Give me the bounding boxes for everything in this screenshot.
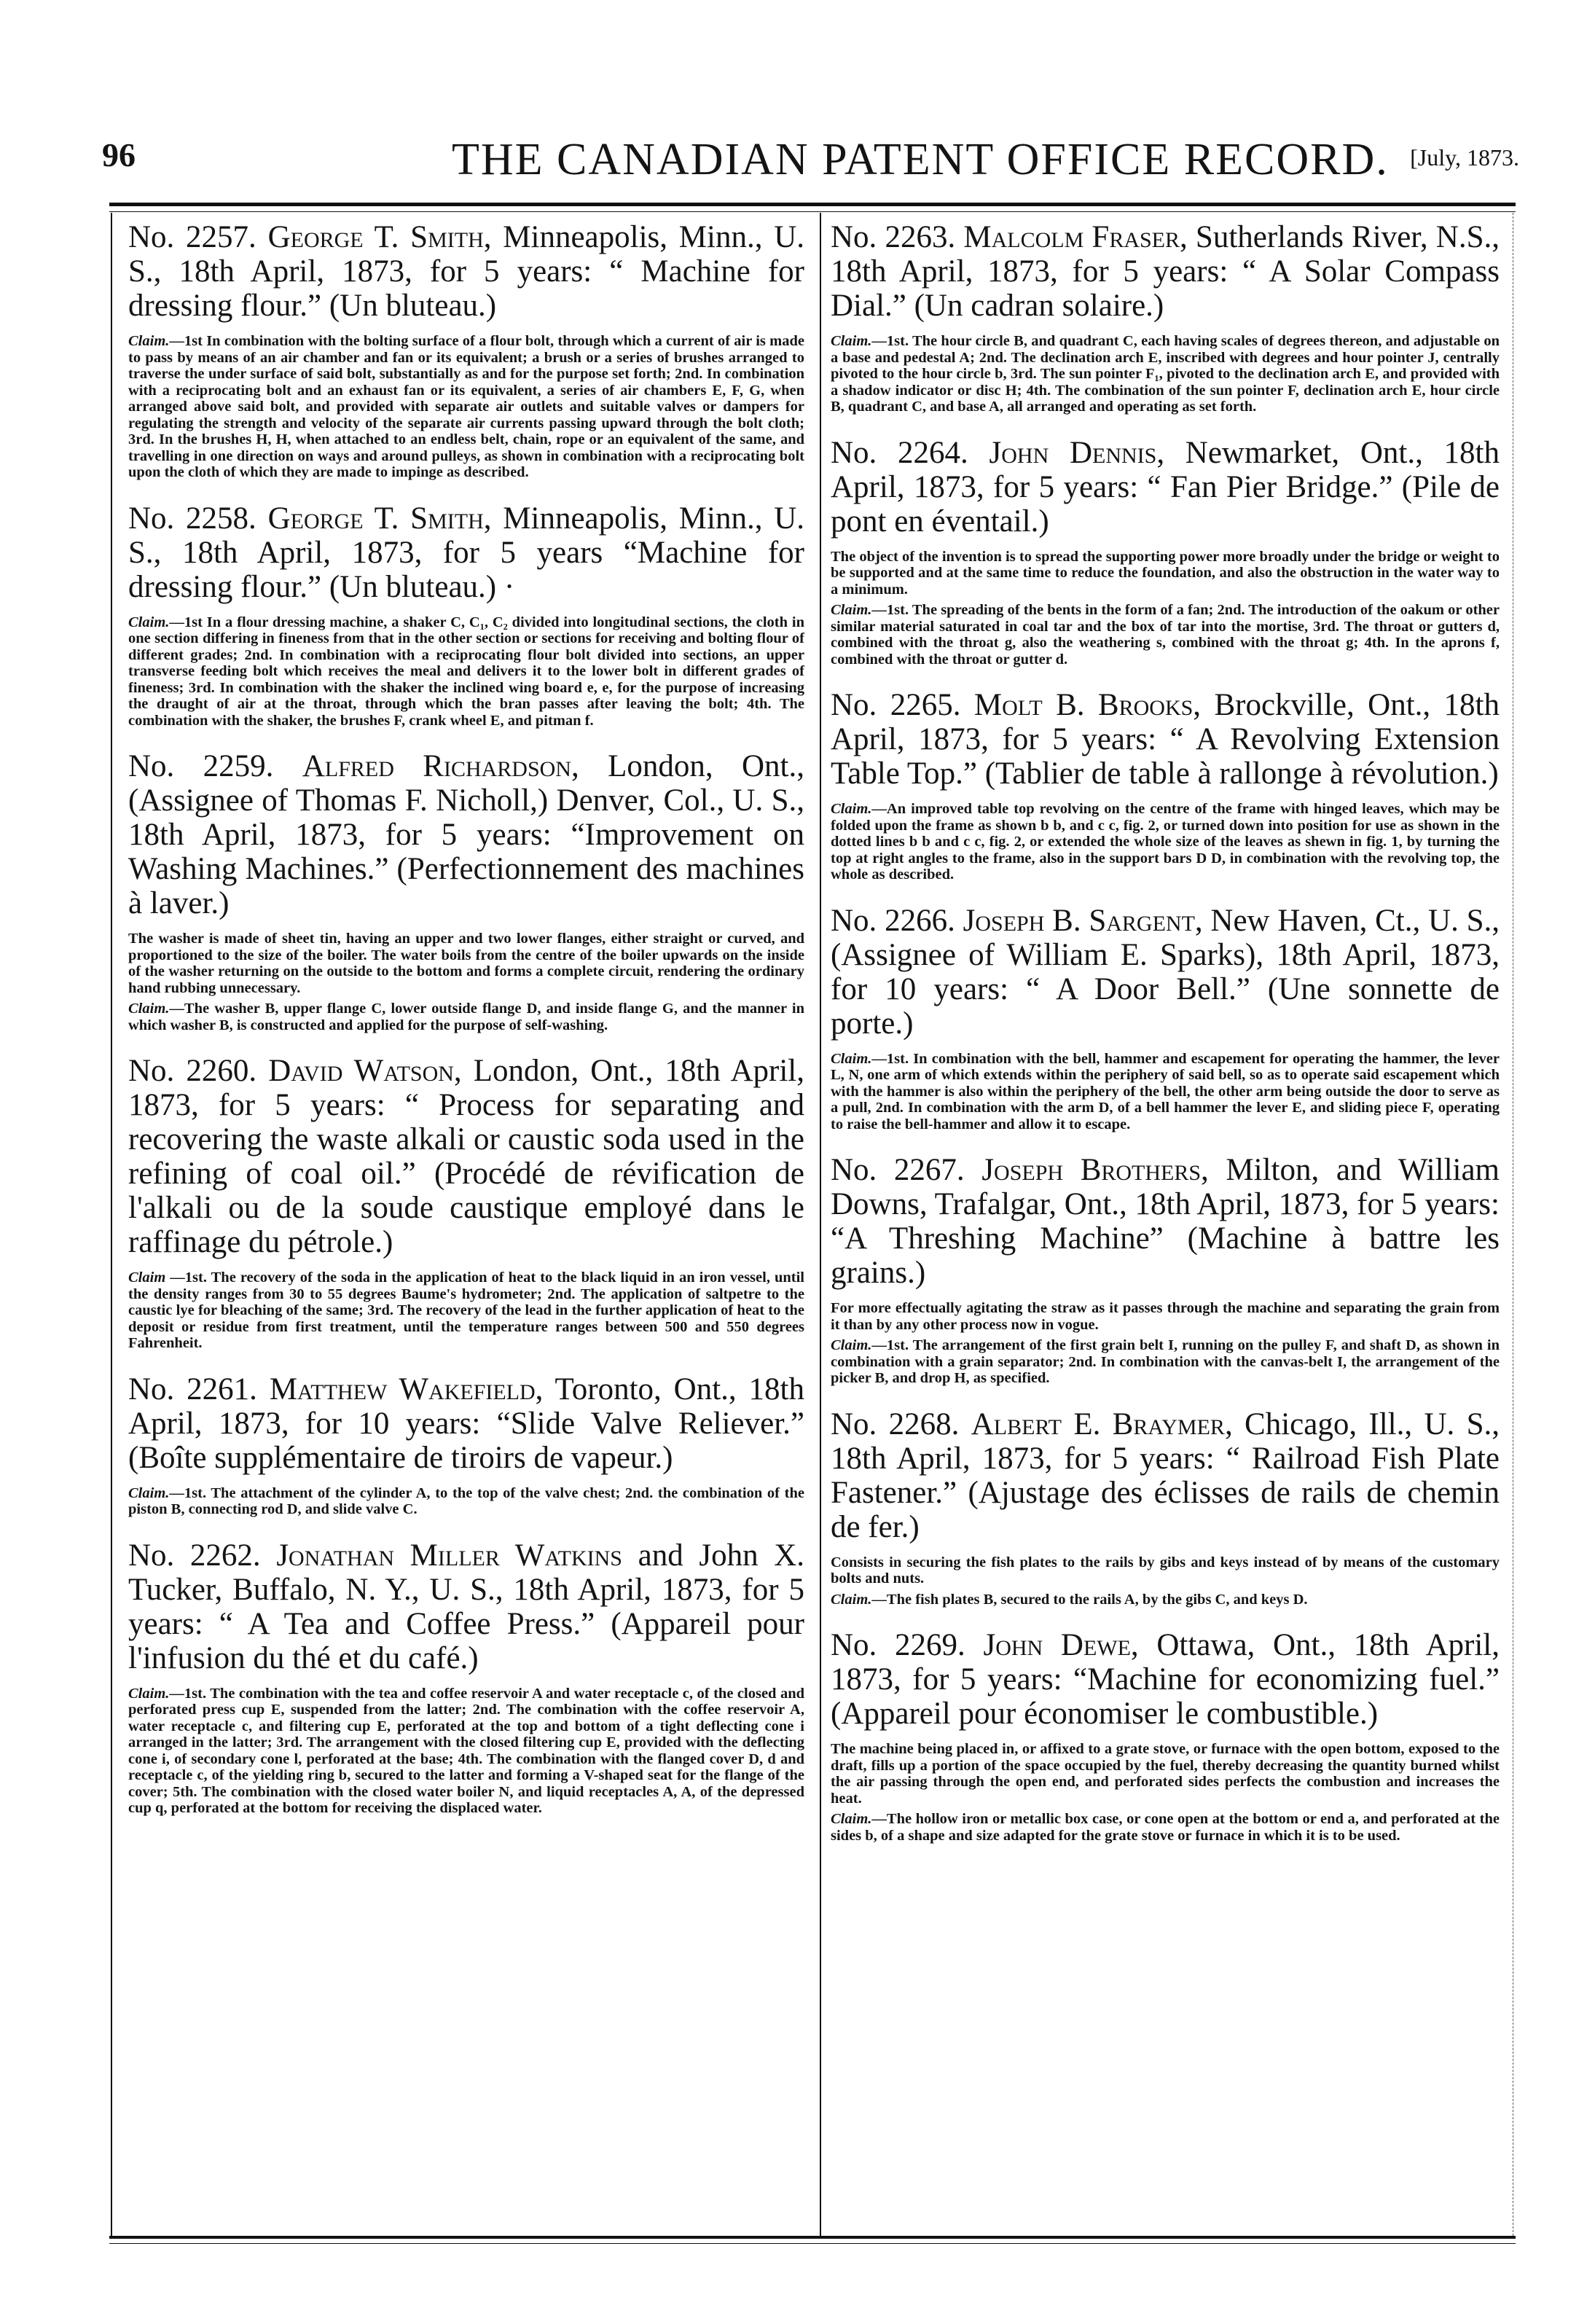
entry-details: Newmarket, Ont., 18th April, 1873, for 5 years: “ Fan Pier Bridge.” (Pile de pont en éventail.) — [831, 435, 1500, 539]
claim-text — [831, 1592, 1500, 1608]
patent-number: No. 2263. — [831, 220, 956, 254]
entry-details: London, Ont., (Assignee of Thomas F. Nicholl,) Denver, Col., U. S., 18th April, 1873, for 5 years: “Improvement on Washing Machines.” (Perfectionnement des machines à laver.) — [128, 749, 805, 920]
entry-details: and John X. Tucker, Buffalo, N. Y., U. S., 18th April, 1873, for 5 years: “ A Tea and Coffee Press.” (Appareil pour l'infusion du thé et du café.) — [128, 1538, 805, 1675]
inventor-name: Molt B. Brooks, — [973, 688, 1202, 722]
entry-heading — [128, 220, 804, 323]
inventor-name: John Dewe, — [983, 1628, 1139, 1662]
entry-heading — [831, 220, 1500, 323]
patent-number: No. 2260. — [128, 1054, 257, 1088]
page-number: 96 — [102, 136, 136, 173]
claim-text — [831, 333, 1500, 415]
entry-heading — [128, 1538, 804, 1675]
description-text — [831, 1741, 1500, 1807]
entry-heading — [831, 1628, 1500, 1731]
claim-label: Claim. — [831, 1591, 872, 1608]
claim-body: —The washer B, upper flange C, lower outside flange D, and inside flange G, and the manner in which washer B, is constructed and applied for the purpose of self-washing. — [128, 1001, 804, 1033]
patent-entry — [831, 1153, 1500, 1387]
claim-body: —1st. The spreading of the bents in the form of a fan; 2nd. The introduction of the oakum or other similar material saturated in coal tar and the box of tar into the mortise, 3rd. The throat or gutters d, combined with the throat g, also the weathering s, combined with the throat g; 4th. In the aprons f, combined with the throat or gutter d. — [831, 602, 1500, 668]
description-text — [831, 1554, 1500, 1587]
patent-entry — [128, 220, 804, 481]
patent-number: No. 2266. — [831, 903, 955, 938]
entry-heading — [128, 501, 804, 604]
inventor-name: Albert E. Braymer, — [971, 1406, 1233, 1441]
claim-text — [831, 1337, 1500, 1387]
claim-body: —1st. The arrangement of the first grain belt I, running on the pulley F, and shaft D, as shown in combination with a grain separator; 2nd. In combination with the canvas-belt I, the arrangement of the picker B, and drop H, as specified. — [831, 1337, 1500, 1386]
inventor-name: Malcolm Fraser, — [963, 220, 1188, 254]
claim-body: —1st In a flour dressing machine, a shaker C, C₁, C₂ divided into longitudinal sections, the cloth in one section differing in fineness from that in the other section or sections for receiving and bolting flour of different grades; 2nd. In combination with a reciprocating flour bolt divided into sections, an upper transverse feeding bolt which receives the meal and delivers it to the lower bolt in different grades of fineness; 3rd. In combination with the shaker the inclined wing board e, e, for the purpose of increasing the draught of air at the throat, through which the bran passes after leaving the bolt; 4th. The combination with the shaker, the brushes F, crank wheel E, and pitman f. — [128, 614, 804, 729]
claim-text — [128, 1269, 804, 1352]
claim-body: —1st. The recovery of the soda in the application of heat to the black liquid in an iron vessel, until the density ranges from 30 to 55 degrees Baume's hydrometer; 2nd. The application of saltpetre to the caustic lye for bleaching of the same; 3rd. The recovery of the lead in the further application of heat to the deposit or residue from first treatment, until the temperature ranges between 500 and 550 degrees Fahrenheit. — [128, 1269, 804, 1351]
claim-body: —The fish plates B, secured to the rails A, by the gibs C, and keys D. — [871, 1591, 1308, 1608]
inventor-name: George T. Smith, — [267, 220, 492, 254]
patent-entry — [128, 501, 804, 729]
footer-rule-thin — [109, 2243, 1516, 2244]
description-body: The object of the invention is to spread the supporting power more broadly under the bridge or weight to be supported and at the same time to reduce the foundation, and also the obstruction in the water way to a minimum. — [831, 548, 1500, 598]
inventor-name: Joseph B. Sargent, — [963, 903, 1203, 938]
entry-details: London, Ont., 18th April, 1873, for 5 years: “ Process for separating and recovering the waste alkali or caustic soda used in the refining of coal oil.” (Procédé de révification de l'alkali ou de la soude caustique employé dans le raffinage du pétrole.) — [128, 1054, 804, 1259]
entry-heading — [128, 749, 804, 920]
publication-title: THE CANADIAN PATENT OFFICE RECORD. — [452, 135, 1389, 184]
patent-entry — [831, 904, 1500, 1133]
claim-text — [831, 602, 1500, 668]
page-header — [102, 136, 1519, 194]
patent-number: No. 2267. — [831, 1153, 965, 1187]
claim-text — [128, 1485, 804, 1518]
claim-body: —The hollow iron or metallic box case, or cone open at the bottom or end a, and perforated at the sides b, of a shape and size adapted for the grate stove or furnace in which it is to be used. — [831, 1811, 1500, 1844]
patent-number: No. 2262. — [128, 1538, 261, 1573]
left-column — [128, 219, 804, 1817]
description-body: For more effectually agitating the straw as it passes through the machine and separating the grain from it than by any other process now in vogue. — [831, 1300, 1500, 1333]
entry-details: Toronto, Ont., 18th April, 1873, for 10 years: “Slide Valve Reliever.” (Boîte supplémentaire de tiroirs de vapeur.) — [128, 1372, 804, 1475]
description-text — [831, 549, 1500, 598]
patent-entry — [831, 1628, 1500, 1844]
patent-entry — [831, 688, 1500, 883]
entry-heading — [831, 1153, 1500, 1290]
description-text — [831, 1300, 1500, 1333]
inventor-name: Matthew Wakefield, — [269, 1372, 544, 1406]
claim-body: —An improved table top revolving on the centre of the frame with hinged leaves, which may be folded upon the frame as shown b b, and c c, fig. 2, or turned down into position for use as shown in the dotted lines b b and c c, fig. 2, or extended the whole size of the leaves as shewn in fig. 1, by turning the top at right angles to the frame, also in the support bars D D, in combination with the revolving top, the whole as described. — [831, 801, 1500, 883]
claim-text — [831, 1811, 1500, 1844]
right-column — [831, 219, 1500, 1844]
claim-body: —1st. In combination with the bell, hammer and escapement for operating the hammer, the lever L, N, one arm of which extends within the periphery of said bell, so as to operate said escapement which with the hammer is also within the periphery of the bell, the other arm being outside the door to serve as a pull, 2nd. In combination with the arm D, of a bell hammer the lever E, and sliding piece F, operating to raise the bell-hammer and allow it to escape. — [831, 1050, 1500, 1132]
patent-entry — [128, 749, 804, 1033]
claim-text — [128, 333, 804, 481]
entry-heading — [831, 904, 1500, 1041]
footer-rule — [109, 2236, 1516, 2239]
claim-label: Claim. — [128, 333, 170, 349]
entry-details: New Haven, Ct., U. S., (Assignee of William E. Sparks), 18th April, 1873, for 10 years: “ A Door Bell.” (Une sonnette de porte.) — [831, 903, 1500, 1041]
claim-body: —1st In combination with the bolting surface of a flour bolt, through which a current of air is made to pass by means of an air chamber and fan or its equivalent; a brush or a series of brushes arranged to traverse the under surface of said bolt, substantially as and for the purpose set forth; 2nd. In combination with a reciprocating bolt and an exhaust fan or its equivalent, a series of air chambers E, F, G, when arranged above said bolt, and provided with separate air outlets and suitable valves or dampers for regulating the strength and velocity of the separate air currents passing upward through the bolt cloth; 3rd. In the brushes H, H, when attached to an endless belt, chain, rope or an equivalent of the same, and travelling in one direction on ways and around pulleys, as shown in combination with a reciprocating bolt upon the cloth of which they are made to impinge as described. — [128, 333, 804, 480]
patent-number: No. 2261. — [128, 1372, 257, 1406]
description-body: Consists in securing the fish plates to the rails by gibs and keys instead of by means of the customary bolts and nuts. — [831, 1554, 1500, 1586]
patent-entry — [128, 1538, 804, 1817]
patent-entry — [831, 220, 1500, 415]
claim-label: Claim — [128, 1269, 166, 1286]
claim-label: Claim. — [128, 1001, 170, 1017]
claim-body: —1st. The combination with the tea and coffee reservoir A and water receptacle c, of the closed and perforated press cup E, suspended from the latter; 2nd. The combination with the coffee reservoir A, water receptacle c, and filtering cup E, perforated at the top and bottom of a tight deflecting cone i arranged in the latter; 3rd. The arrangement with the closed filtering cup E, provided with the deflecting cone i, of secondary cone l, perforated at the base; 4th. The combination with the flanged cover D, d and receptacle c, of the yielding ring b, secured to the latter and forming a V-shaped seat for the flange of the cover; 5th. The combination with the closed water boiler N, and liquid receptacles A, A, of the depressed cup q, perforated at the bottom for receiving the displaced water. — [128, 1685, 804, 1816]
inventor-name: David Watson, — [268, 1054, 462, 1088]
inventor-name: John Dennis, — [989, 435, 1165, 470]
claim-label: Claim. — [831, 801, 872, 817]
inventor-name: George T. Smith, — [267, 501, 492, 536]
claim-label: Claim. — [831, 333, 872, 349]
entry-heading — [128, 1372, 804, 1475]
entry-details: Sutherlands River, N.S., 18th April, 1873, for 5 years: “ A Solar Compass Dial.” (Un cadran solaire.) — [831, 220, 1500, 323]
patent-number: No. 2259. — [128, 749, 274, 783]
claim-label: Claim. — [128, 614, 170, 630]
claim-label: Claim. — [128, 1685, 170, 1702]
entry-details: Chicago, Ill., U. S., 18th April, 1873, for 5 years: “ Railroad Fish Plate Fastener.” (Ajustage des éclisses de rails de chemin de fer.) — [831, 1406, 1500, 1544]
claim-body: —1st. The attachment of the cylinder A, to the top of the valve chest; 2nd. the combination of the piston B, connecting rod D, and slide valve C. — [128, 1484, 804, 1517]
patent-number: No. 2257. — [128, 220, 256, 254]
issue-date: [July, 1873. — [1410, 144, 1519, 171]
claim-label: Claim. — [831, 602, 872, 618]
inventor-name: Jonathan Miller Watkins — [276, 1538, 622, 1573]
claim-label: Claim. — [831, 1811, 872, 1827]
entry-heading — [831, 1407, 1500, 1544]
claim-text — [128, 614, 804, 729]
entry-heading — [128, 1054, 804, 1259]
description-body: The washer is made of sheet tin, having an upper and two lower flanges, either straight or curved, and proportioned to the size of the boiler. The water boils from the centre of the boiler upwards on the inside of the washer returning on the outside to the bottom and forms a complete circuit, rendering the ordinary hand rubbing unnecessary. — [128, 931, 804, 996]
header-rule — [109, 203, 1516, 206]
claim-body: —1st. The hour circle B, and quadrant C, each having scales of degrees thereon, and adjustable on a base and pedestal A; 2nd. The declination arch E, inscribed with degrees and hour pointer J, centrally pivoted to the hour circle b, 3rd. The sun pointer F₁, pivoted to the declination arch E, and provided with a shadow indicator or disc H; 4th. The combination of the sun pointer F, declination arch E, hour circle B, quadrant C, and base A, all arranged and operating as set forth. — [831, 333, 1500, 415]
claim-text — [831, 801, 1500, 883]
description-text — [128, 931, 804, 996]
claim-label: Claim. — [128, 1484, 170, 1501]
patent-number: No. 2269. — [831, 1628, 965, 1662]
entry-details: Brockville, Ont., 18th April, 1873, for 5 years: “ A Revolving Extension Table Top.” (Tablier de table à rallonge à révolution.) — [831, 688, 1500, 791]
inventor-name: Alfred Richardson, — [302, 749, 579, 783]
entry-details: Milton, and William Downs, Trafalgar, Ont., 18th April, 1873, for 5 years: “A Threshing Machine” (Machine à battre les grains.) — [831, 1153, 1500, 1290]
inventor-name: Joseph Brothers, — [981, 1153, 1209, 1187]
header-rule-thin — [109, 211, 1516, 212]
patent-number: No. 2264. — [831, 435, 968, 470]
claim-text — [128, 1001, 804, 1033]
patent-entry — [831, 436, 1500, 668]
patent-number: No. 2268. — [831, 1406, 960, 1441]
entry-heading — [831, 688, 1500, 791]
left-border — [111, 213, 112, 2236]
claim-label: Claim. — [831, 1050, 872, 1067]
entry-details: Minneapolis, Minn., U. S., 18th April, 1873, for 5 years “Machine for dressing flour.” (Un bluteau.) · — [128, 501, 804, 604]
entry-details: Ottawa, Ont., 18th April, 1873, for 5 years: “Machine for economizing fuel.” (Appareil pour économiser le combustible.) — [831, 1628, 1500, 1731]
patent-entry — [128, 1054, 804, 1352]
claim-text — [128, 1686, 804, 1817]
column-divider — [820, 213, 821, 2236]
entry-details: Minneapolis, Minn., U. S., 18th April, 1873, for 5 years: “ Machine for dressing flour.” (Un bluteau.) — [128, 220, 804, 323]
claim-label: Claim. — [831, 1337, 872, 1353]
patent-number: No. 2258. — [128, 501, 256, 536]
patent-number: No. 2265. — [831, 688, 961, 722]
entry-heading — [831, 436, 1500, 539]
claim-text — [831, 1051, 1500, 1133]
description-body: The machine being placed in, or affixed to a grate stove, or furnace with the open bottom, exposed to the draft, fills up a portion of the space occupied by the fuel, thereby decreasing the quantity burned whilst the air passing through the open end, and perforated sides perfects the combustion and increases the heat. — [831, 1741, 1500, 1807]
patent-entry — [831, 1407, 1500, 1608]
patent-entry — [128, 1372, 804, 1518]
